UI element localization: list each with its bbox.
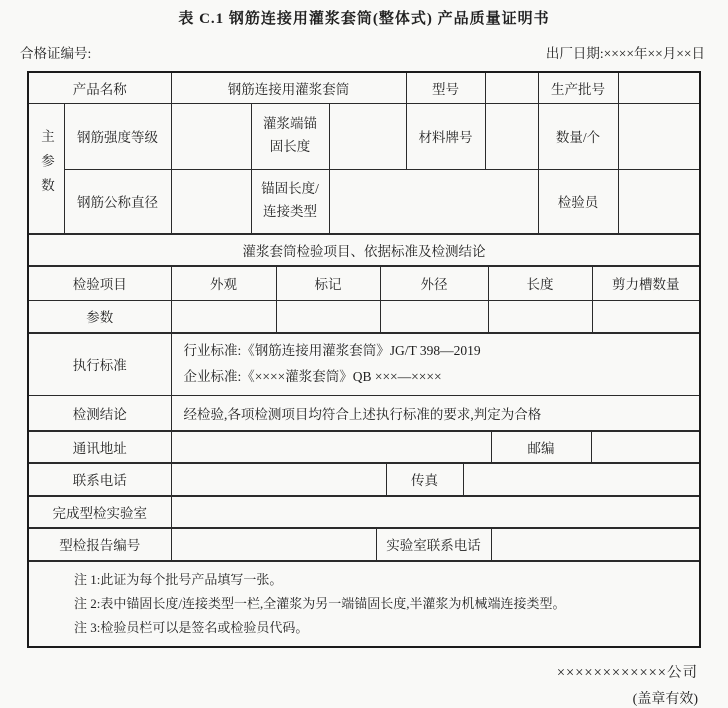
certificate-number-label: 合格证编号: [20,46,92,61]
industry-standard-line: 行业标准:《钢筋连接用灌浆套筒》JG/T 398—2019 [183,342,481,358]
factory-date-label: 出厂日期:××××年××月××日 [545,46,705,61]
param-label-cell: 参数 [29,300,171,332]
note-2: 注 2:表中锚固长度/连接类型一栏,全灌浆为另一端锚固长度,半灌浆为机械端连接类型。 [74,595,566,611]
model-value-cell [485,73,538,103]
anchor-type-label: 锚固长度/连接类型 [261,181,319,219]
address-value-cell [171,431,491,462]
batch-number-label-cell: 生产批号 [538,73,618,103]
postcode-value-cell [591,431,699,462]
param-shear-groove-value-cell [592,300,699,332]
conclusion-value-cell: 经检验,各项检测项目均符合上述执行标准的要求,判定为合格 [171,395,699,430]
rebar-diameter-label-cell: 钢筋公称直径 [64,169,171,233]
standard-label-cell: 执行标准 [29,333,171,395]
grout-anchor-length-value-cell [329,103,406,169]
fax-label-cell: 传真 [386,463,463,495]
postcode-label-cell: 邮编 [491,431,591,462]
model-label-cell: 型号 [406,73,485,103]
inspection-column-length: 长度 [488,266,592,300]
type-test-report-label-cell: 型检报告编号 [29,528,171,560]
anchor-type-value-cell [329,169,538,233]
lab-phone-value-cell [491,528,699,560]
param-marking-value-cell [276,300,380,332]
inspector-label-cell: 检验员 [538,169,618,233]
product-name-label-cell: 产品名称 [29,73,171,103]
note-3: 注 3:检验员栏可以是签名或检验员代码。 [74,619,309,635]
quantity-label-cell: 数量/个 [538,103,618,169]
standard-value-cell [171,333,699,395]
type-test-report-value-cell [171,528,376,560]
anchor-type-label-cell [251,169,329,233]
param-appearance-value-cell [171,300,276,332]
standards-section [29,333,699,431]
address-label-cell: 通讯地址 [29,431,171,462]
notes-cell [29,561,699,646]
rebar-grade-label-cell: 钢筋强度等级 [64,103,171,169]
inspection-column-outer-diameter: 外径 [380,266,488,300]
product-name-value-cell: 钢筋连接用灌浆套筒 [171,73,406,103]
type-test-lab-value-cell [171,496,699,527]
type-test-report-row [29,528,699,561]
document-title: 表 C.1 钢筋连接用灌浆套筒(整体式) 产品质量证明书 [178,11,550,27]
notes-section [29,561,699,646]
type-test-lab-label-cell: 完成型检实验室 [29,496,171,527]
company-name: ××××××××××××公司 [556,664,698,681]
inspection-section-header [29,234,699,266]
rebar-diameter-value-cell [171,169,251,233]
address-row [29,431,699,463]
inspection-item-label-cell: 检验项目 [29,266,171,300]
phone-row [29,463,699,496]
grout-anchor-length-label: 灌浆端锚固长度 [263,116,317,154]
seal-validity-note: (盖章有效) [632,691,698,707]
param-length-value-cell [488,300,592,332]
grout-anchor-length-label-cell [251,103,329,169]
section-title-cell: 灌浆套筒检验项目、依据标准及检测结论 [29,234,699,265]
batch-number-value-cell [618,73,699,103]
inspection-column-appearance: 外观 [171,266,276,300]
main-params-label-cell [29,103,64,233]
conclusion-label-cell: 检测结论 [29,395,171,430]
fax-value-cell [463,463,699,495]
note-1: 注 1:此证为每个批号产品填写一张。 [74,571,283,587]
phone-label-cell: 联系电话 [29,463,171,495]
certificate-table [27,71,701,648]
lab-phone-label-cell: 实验室联系电话 [376,528,491,560]
meta-row [0,42,728,62]
footer [0,661,728,708]
inspector-value-cell [618,169,699,233]
enterprise-standard-line: 企业标准:《××××灌浆套筒》QB ×××—×××× [183,369,442,384]
main-params-vertical-label: 主参数 [39,129,54,203]
material-grade-label-cell: 材料牌号 [406,103,485,169]
inspection-column-shear-groove: 剪力槽数量 [592,266,699,300]
type-test-lab-row [29,496,699,528]
main-parameters-section [29,73,699,234]
inspection-items-section [29,266,699,333]
rebar-grade-value-cell [171,103,251,169]
inspection-column-marking: 标记 [276,266,380,300]
quantity-value-cell [618,103,699,169]
material-grade-value-cell [485,103,538,169]
param-outer-diameter-value-cell [380,300,488,332]
phone-value-cell [171,463,386,495]
